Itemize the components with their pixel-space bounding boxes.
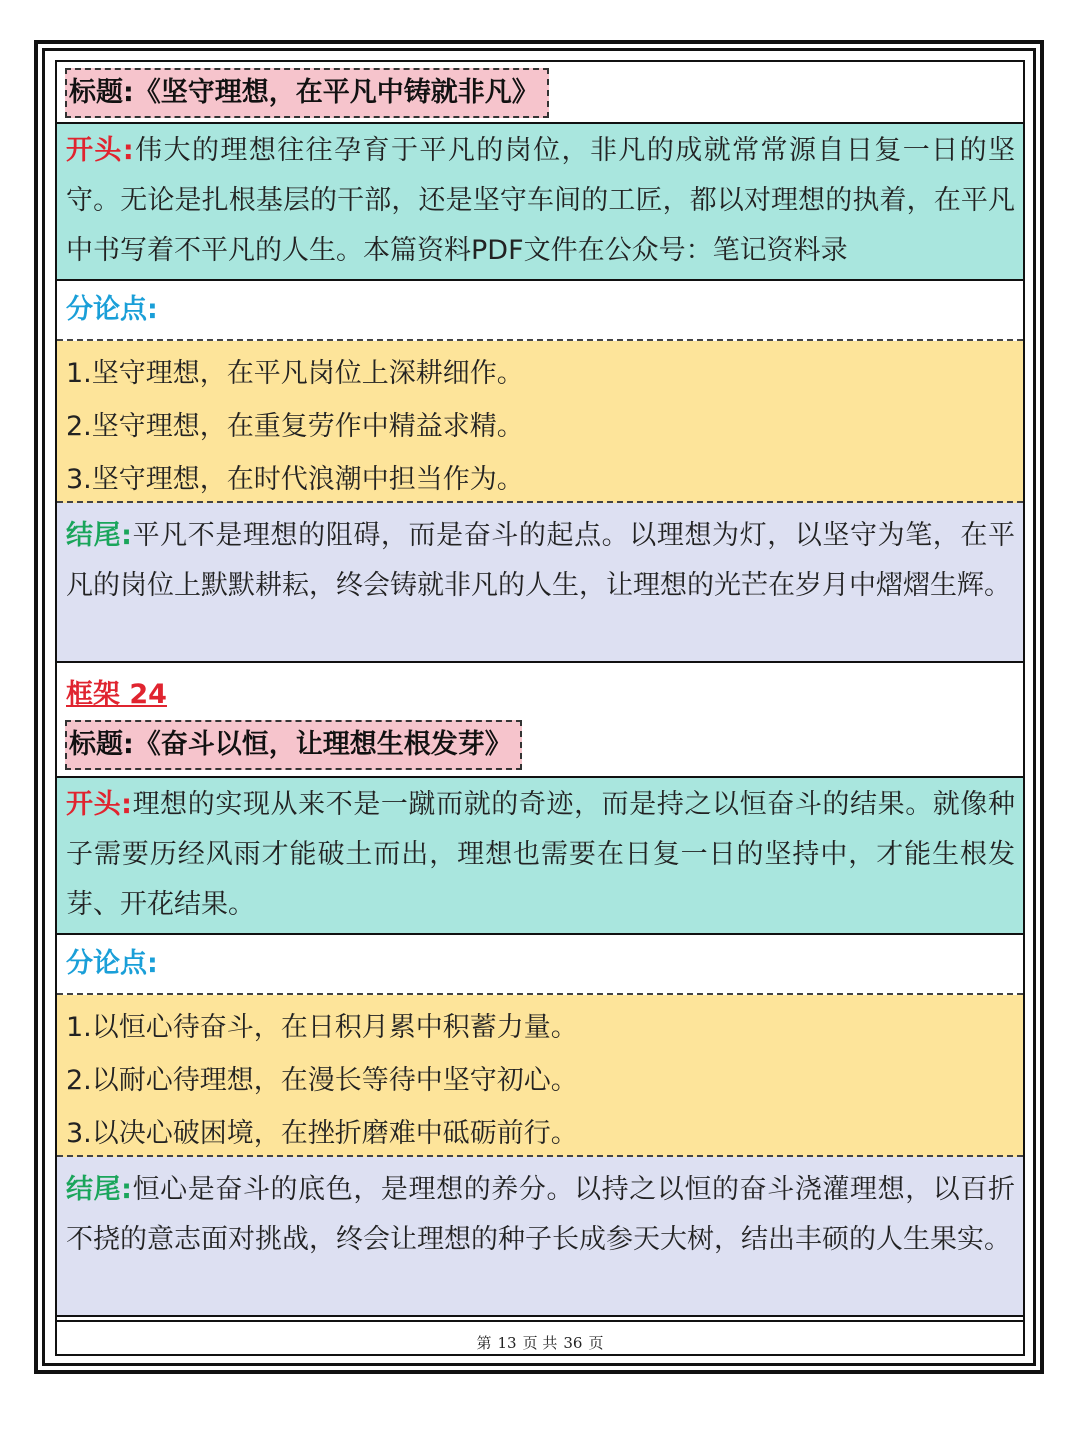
block2-point-1: 1.以恒心待奋斗，在日积月累中积蓄力量。 [66,1012,578,1043]
block2-points [57,995,1023,1157]
block1-title: 标题:《坚守理想，在平凡中铸就非凡》 [65,68,549,118]
footer-total-pages: 36 [563,1334,583,1352]
page-footer [57,1320,1023,1354]
block2-title: 标题:《奋斗以恒，让理想生根发芽》 [65,720,522,770]
footer-suffix: 页 [588,1334,604,1352]
footer-mid: 页 共 [522,1334,558,1352]
block1-ending-text: 平凡不是理想的阻碍，而是奋斗的起点。以理想为灯，以坚守为笔，在平凡的岗位上默默耕耘，终会铸就非凡的人生，让理想的光芒在岁月中熠熠生辉。 [66,520,1015,601]
block2-ending [57,1157,1023,1317]
block2-opening-paragraph [57,778,1023,930]
block2-title-row [57,714,1023,778]
block1-opening-label: 开头: [66,135,134,166]
block2-ending-label: 结尾: [66,1174,132,1205]
block2-point-3: 3.以决心破困境，在挫折磨难中砥砺前行。 [66,1118,578,1149]
block1-opening-paragraph [57,124,1023,276]
block2-ending-text: 恒心是奋斗的底色，是理想的养分。以持之以恒的奋斗浇灌理想，以百折不挠的意志面对挑战，终会让理想的种子长成参天大树，结出丰硕的人生果实。 [66,1174,1015,1255]
block1-ending-paragraph [57,503,1023,611]
block2-opening [57,778,1023,935]
block2-points-heading: 分论点: [57,935,1023,995]
block1-points [57,341,1023,503]
block2-opening-text: 理想的实现从来不是一蹴而就的奇迹，而是持之以恒奋斗的结果。就像种子需要历经风雨才能破土而出，理想也需要在日复一日的坚持中，才能生根发芽、开花结果。 [66,789,1015,920]
frame-label: 框架 24 [66,679,167,710]
footer-prefix: 第 [476,1334,492,1352]
block1-ending [57,503,1023,663]
block1-points-heading: 分论点: [57,281,1023,341]
block2-opening-label: 开头: [66,789,132,820]
block1-ending-label: 结尾: [66,520,132,551]
block1-opening-text: 伟大的理想往往孕育于平凡的岗位，非凡的成就常常源自日复一日的坚守。无论是扎根基层的干部，还是坚守车间的工匠，都以对理想的执着，在平凡中书写着不平凡的人生。本篇资料PDF文件在公众号：笔记资料录 [66,135,1015,266]
block1-title-row [57,62,1023,124]
block1-opening [57,124,1023,281]
block1-point-3: 3.坚守理想，在时代浪潮中担当作为。 [66,464,524,495]
block2-point-2: 2.以耐心待理想，在漫长等待中坚守初心。 [66,1065,578,1096]
footer-page-number: 13 [497,1334,517,1352]
block2-ending-paragraph [57,1157,1023,1265]
block1-point-2: 2.坚守理想，在重复劳作中精益求精。 [66,411,524,442]
block1-point-1: 1.坚守理想，在平凡岗位上深耕细作。 [66,358,524,389]
